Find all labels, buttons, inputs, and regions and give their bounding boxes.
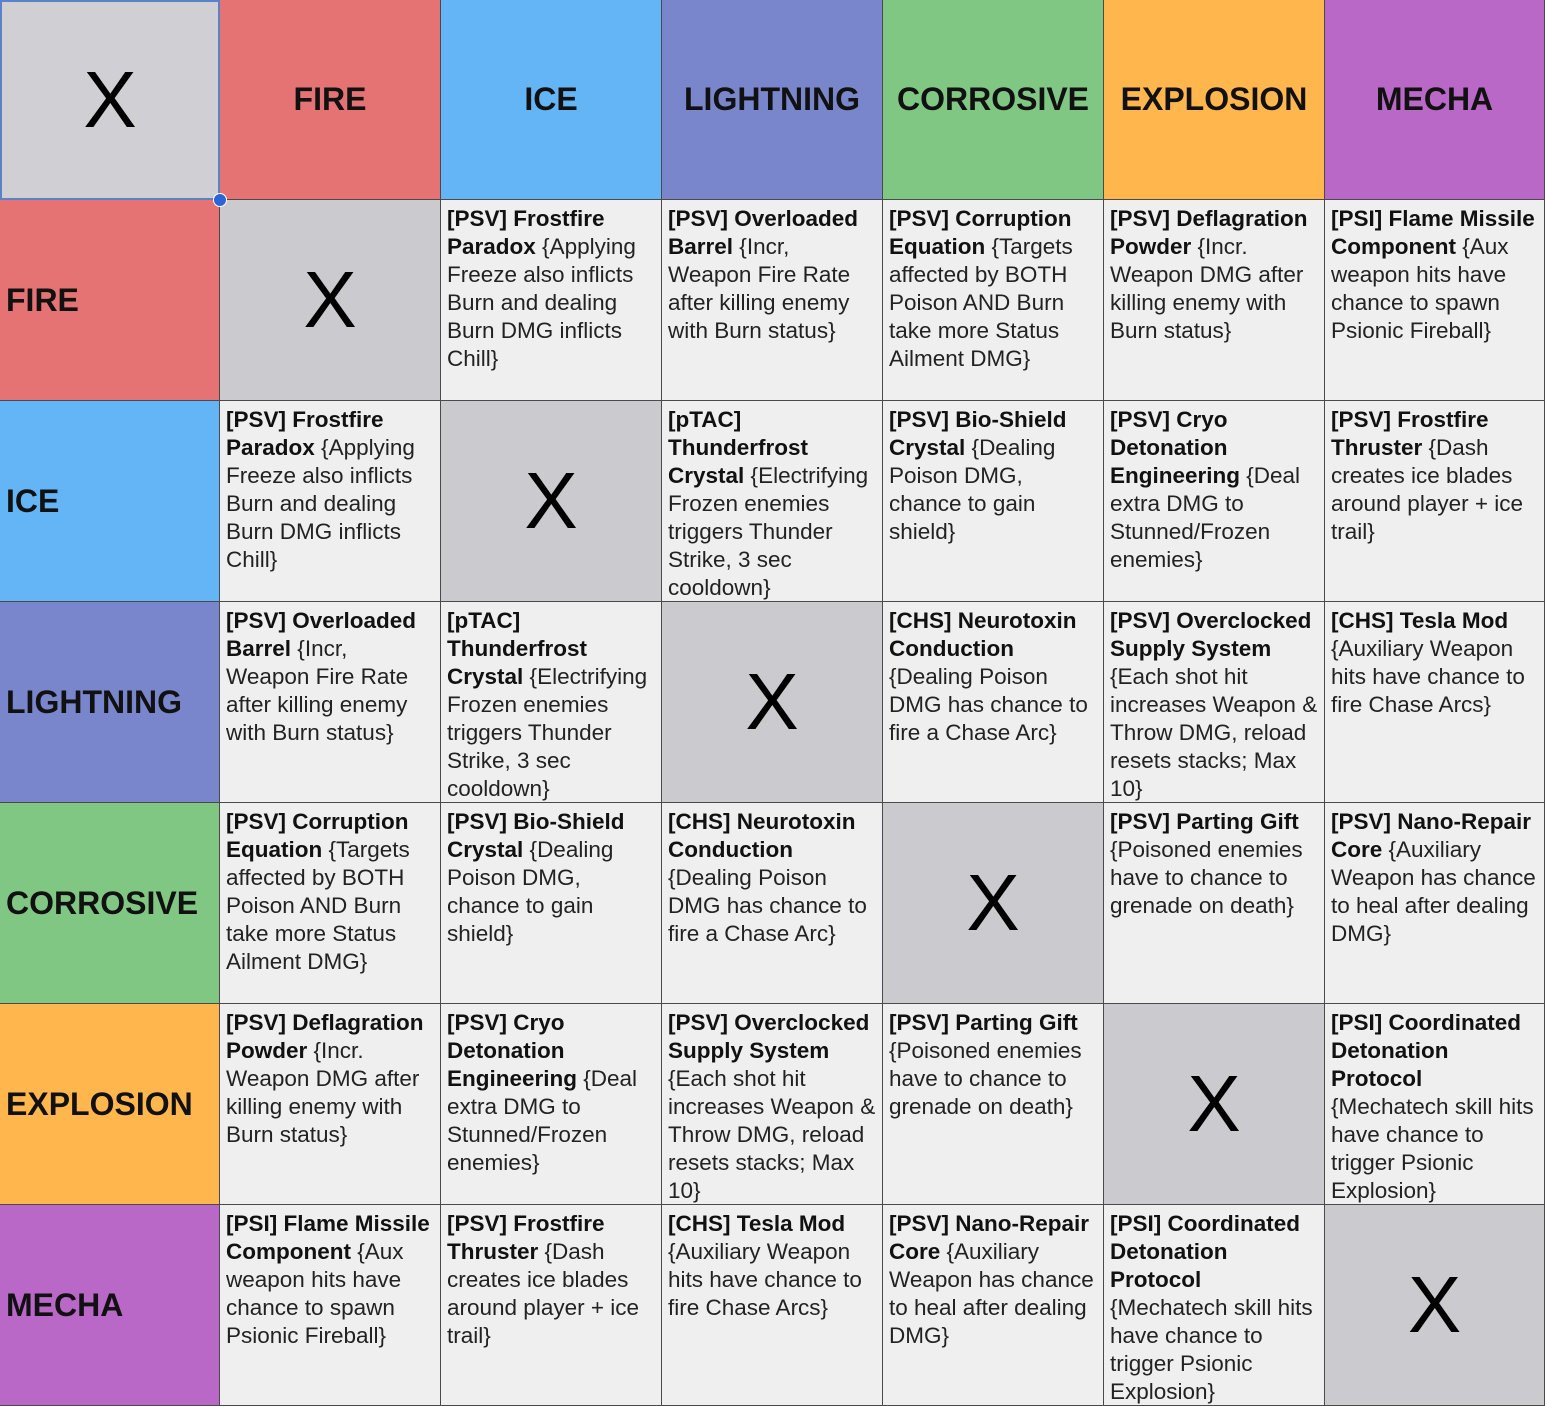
combo-description: {Dealing Poison DMG has chance to fire a Chase Arc} bbox=[668, 865, 867, 946]
diagonal-cell-ice[interactable] bbox=[441, 401, 662, 602]
combo-description: {Auxiliary Weapon hits have chance to fire Chase Arcs} bbox=[1331, 636, 1525, 717]
corner-x-mark: X bbox=[83, 55, 137, 144]
combo-description: {Electrifying Frozen enemies triggers Thunder Strike, 3 sec cooldown} bbox=[447, 664, 648, 801]
combo-name: [PSV] Nano-Repair Core bbox=[889, 1211, 1090, 1264]
row-header-mecha[interactable]: MECHA bbox=[0, 1205, 220, 1406]
row-header-lightning[interactable]: LIGHTNING bbox=[0, 602, 220, 803]
row-header-explosion[interactable]: EXPLOSION bbox=[0, 1004, 220, 1205]
combo-cell-mecha-ice[interactable] bbox=[441, 1205, 662, 1406]
combo-name: [CHS] Tesla Mod bbox=[1331, 608, 1509, 633]
combo-name: [PSV] Overloaded Barrel bbox=[668, 206, 859, 259]
combo-description: {Dash creates ice blades around player + ice trail} bbox=[447, 1239, 639, 1348]
combo-description: {Dealing Poison DMG has chance to fire a Chase Arc} bbox=[889, 664, 1088, 745]
combo-description: {Mechatech skill hits have chance to trigger Psionic Explosion} bbox=[1110, 1295, 1313, 1404]
combo-cell-corrosive-mecha[interactable] bbox=[1325, 803, 1545, 1004]
combo-description: {Incr. Weapon DMG after killing enemy with Burn status} bbox=[1110, 234, 1304, 343]
x-mark: X bbox=[745, 657, 799, 746]
combo-description: {Poisoned enemies have to chance to grenade on death} bbox=[889, 1038, 1082, 1119]
combo-cell-lightning-corrosive[interactable] bbox=[883, 602, 1104, 803]
corner-cell[interactable] bbox=[0, 0, 220, 200]
combo-cell-mecha-explosion[interactable] bbox=[1104, 1205, 1325, 1406]
combo-name: [PSV] Cryo Detonation Engineering bbox=[1110, 407, 1241, 488]
combo-name: [PSV] Nano-Repair Core bbox=[1331, 809, 1532, 862]
combo-name: [PSV] Overloaded Barrel bbox=[226, 608, 417, 661]
row-header-corrosive[interactable]: CORROSIVE bbox=[0, 803, 220, 1004]
combo-cell-corrosive-fire[interactable] bbox=[220, 803, 441, 1004]
combo-name: [CHS] Neurotoxin Conduction bbox=[889, 608, 1077, 661]
combo-cell-ice-mecha[interactable] bbox=[1325, 401, 1545, 602]
combo-cell-fire-corrosive[interactable] bbox=[883, 200, 1104, 401]
combo-cell-fire-lightning[interactable] bbox=[662, 200, 883, 401]
diagonal-cell-lightning[interactable] bbox=[662, 602, 883, 803]
combo-description: {Applying Freeze also inflicts Burn and dealing Burn DMG inflicts Chill} bbox=[226, 435, 415, 572]
combo-name: [CHS] Tesla Mod bbox=[668, 1211, 846, 1236]
combo-cell-corrosive-explosion[interactable] bbox=[1104, 803, 1325, 1004]
combo-cell-explosion-mecha[interactable] bbox=[1325, 1004, 1545, 1205]
combo-cell-mecha-corrosive[interactable] bbox=[883, 1205, 1104, 1406]
combo-cell-corrosive-ice[interactable] bbox=[441, 803, 662, 1004]
combo-name: [PSV] Parting Gift bbox=[1110, 809, 1299, 834]
column-header-corrosive[interactable]: CORROSIVE bbox=[883, 0, 1104, 200]
combo-cell-ice-explosion[interactable] bbox=[1104, 401, 1325, 602]
combo-cell-ice-lightning[interactable] bbox=[662, 401, 883, 602]
combo-name: [PSV] Frostfire Thruster bbox=[1331, 407, 1489, 460]
combo-description: {Aux weapon hits have chance to spawn Psionic Fireball} bbox=[1331, 234, 1509, 343]
column-header-mecha[interactable]: MECHA bbox=[1325, 0, 1545, 200]
combo-name: [PSI] Flame Missile Component bbox=[226, 1211, 430, 1264]
combo-name: [PSV] Overclocked Supply System bbox=[1110, 608, 1312, 661]
combo-name: [pTAC] Thunderfrost Crystal bbox=[668, 407, 808, 488]
combo-name: [PSV] Parting Gift bbox=[889, 1010, 1078, 1035]
combo-name: [CHS] Neurotoxin Conduction bbox=[668, 809, 856, 862]
diagonal-cell-corrosive[interactable] bbox=[883, 803, 1104, 1004]
combo-description: {Auxiliary Weapon has chance to heal after dealing DMG} bbox=[889, 1239, 1094, 1348]
combo-name: [PSV] Deflagration Powder bbox=[226, 1010, 424, 1063]
combo-name: [PSI] Flame Missile Component bbox=[1331, 206, 1535, 259]
x-mark: X bbox=[524, 456, 578, 545]
combo-description: {Each shot hit increases Weapon & Throw DMG, reload resets stacks; Max 10} bbox=[668, 1066, 876, 1203]
combo-description: {Aux weapon hits have chance to spawn Psionic Fireball} bbox=[226, 1239, 404, 1348]
combo-description: {Applying Freeze also inflicts Burn and dealing Burn DMG inflicts Chill} bbox=[447, 234, 636, 371]
x-mark: X bbox=[1187, 1059, 1241, 1148]
combo-description: {Mechatech skill hits have chance to trigger Psionic Explosion} bbox=[1331, 1094, 1534, 1203]
combo-description: {Targets affected by BOTH Poison AND Burn take more Status Ailment DMG} bbox=[889, 234, 1073, 371]
column-header-fire[interactable]: FIRE bbox=[220, 0, 441, 200]
diagonal-cell-explosion[interactable] bbox=[1104, 1004, 1325, 1205]
combo-name: [PSV] Frostfire Paradox bbox=[447, 206, 605, 259]
combo-cell-mecha-lightning[interactable] bbox=[662, 1205, 883, 1406]
column-header-explosion[interactable]: EXPLOSION bbox=[1104, 0, 1325, 200]
combo-cell-explosion-fire[interactable] bbox=[220, 1004, 441, 1205]
combo-name: [PSV] Deflagration Powder bbox=[1110, 206, 1308, 259]
combo-description: {Incr, Weapon Fire Rate after killing enemy with Burn status} bbox=[668, 234, 851, 343]
combo-description: {Electrifying Frozen enemies triggers Thunder Strike, 3 sec cooldown} bbox=[668, 463, 869, 600]
column-header-lightning[interactable]: LIGHTNING bbox=[662, 0, 883, 200]
combo-cell-corrosive-lightning[interactable] bbox=[662, 803, 883, 1004]
selection-handle[interactable] bbox=[213, 193, 227, 207]
diagonal-cell-fire[interactable] bbox=[220, 200, 441, 401]
combo-name: [pTAC] Thunderfrost Crystal bbox=[447, 608, 587, 689]
combo-description: {Incr. Weapon DMG after killing enemy with Burn status} bbox=[226, 1038, 420, 1147]
combo-cell-explosion-corrosive[interactable] bbox=[883, 1004, 1104, 1205]
combo-name: [PSV] Overclocked Supply System bbox=[668, 1010, 870, 1063]
row-header-ice[interactable]: ICE bbox=[0, 401, 220, 602]
combo-cell-fire-explosion[interactable] bbox=[1104, 200, 1325, 401]
combo-name: [PSV] Frostfire Thruster bbox=[447, 1211, 605, 1264]
x-mark: X bbox=[966, 858, 1020, 947]
combo-cell-fire-mecha[interactable] bbox=[1325, 200, 1545, 401]
combo-name: [PSV] Bio-Shield Crystal bbox=[889, 407, 1067, 460]
combo-description: {Auxiliary Weapon hits have chance to fire Chase Arcs} bbox=[668, 1239, 862, 1320]
combo-cell-lightning-explosion[interactable] bbox=[1104, 602, 1325, 803]
combo-cell-lightning-ice[interactable] bbox=[441, 602, 662, 803]
combo-name: [PSV] Bio-Shield Crystal bbox=[447, 809, 625, 862]
combo-description: {Each shot hit increases Weapon & Throw DMG, reload resets stacks; Max 10} bbox=[1110, 664, 1318, 801]
combo-cell-lightning-fire[interactable] bbox=[220, 602, 441, 803]
combo-description: {Targets affected by BOTH Poison AND Burn take more Status Ailment DMG} bbox=[226, 837, 410, 974]
combo-description: {Dash creates ice blades around player + ice trail} bbox=[1331, 435, 1523, 544]
combo-description: {Deal extra DMG to Stunned/Frozen enemies} bbox=[1110, 463, 1301, 572]
combo-name: [PSI] Coordinated Detonation Protocol bbox=[1110, 1211, 1300, 1292]
combo-cell-ice-fire[interactable] bbox=[220, 401, 441, 602]
combo-cell-lightning-mecha[interactable] bbox=[1325, 602, 1545, 803]
combo-description: {Deal extra DMG to Stunned/Frozen enemies} bbox=[447, 1066, 638, 1175]
combo-name: [PSV] Corruption Equation bbox=[226, 809, 409, 862]
column-header-ice[interactable]: ICE bbox=[441, 0, 662, 200]
combo-cell-fire-ice[interactable] bbox=[441, 200, 662, 401]
combo-name: [PSV] Cryo Detonation Engineering bbox=[447, 1010, 578, 1091]
combo-description: {Auxiliary Weapon has chance to heal after dealing DMG} bbox=[1331, 837, 1536, 946]
combo-name: [PSV] Corruption Equation bbox=[889, 206, 1072, 259]
combo-cell-explosion-lightning[interactable] bbox=[662, 1004, 883, 1205]
combo-cell-mecha-fire[interactable] bbox=[220, 1205, 441, 1406]
combo-description: {Incr, Weapon Fire Rate after killing enemy with Burn status} bbox=[226, 636, 409, 745]
combo-description: {Poisoned enemies have to chance to grenade on death} bbox=[1110, 837, 1303, 918]
combo-description: {Dealing Poison DMG, chance to gain shield} bbox=[447, 837, 614, 946]
x-mark: X bbox=[303, 255, 357, 344]
combo-cell-ice-corrosive[interactable] bbox=[883, 401, 1104, 602]
combo-description: {Dealing Poison DMG, chance to gain shield} bbox=[889, 435, 1056, 544]
combo-name: [PSV] Frostfire Paradox bbox=[226, 407, 384, 460]
diagonal-cell-mecha[interactable] bbox=[1325, 1205, 1545, 1406]
row-header-fire[interactable]: FIRE bbox=[0, 200, 220, 401]
combo-name: [PSI] Coordinated Detonation Protocol bbox=[1331, 1010, 1521, 1091]
x-mark: X bbox=[1407, 1260, 1462, 1349]
combo-cell-explosion-ice[interactable] bbox=[441, 1004, 662, 1205]
